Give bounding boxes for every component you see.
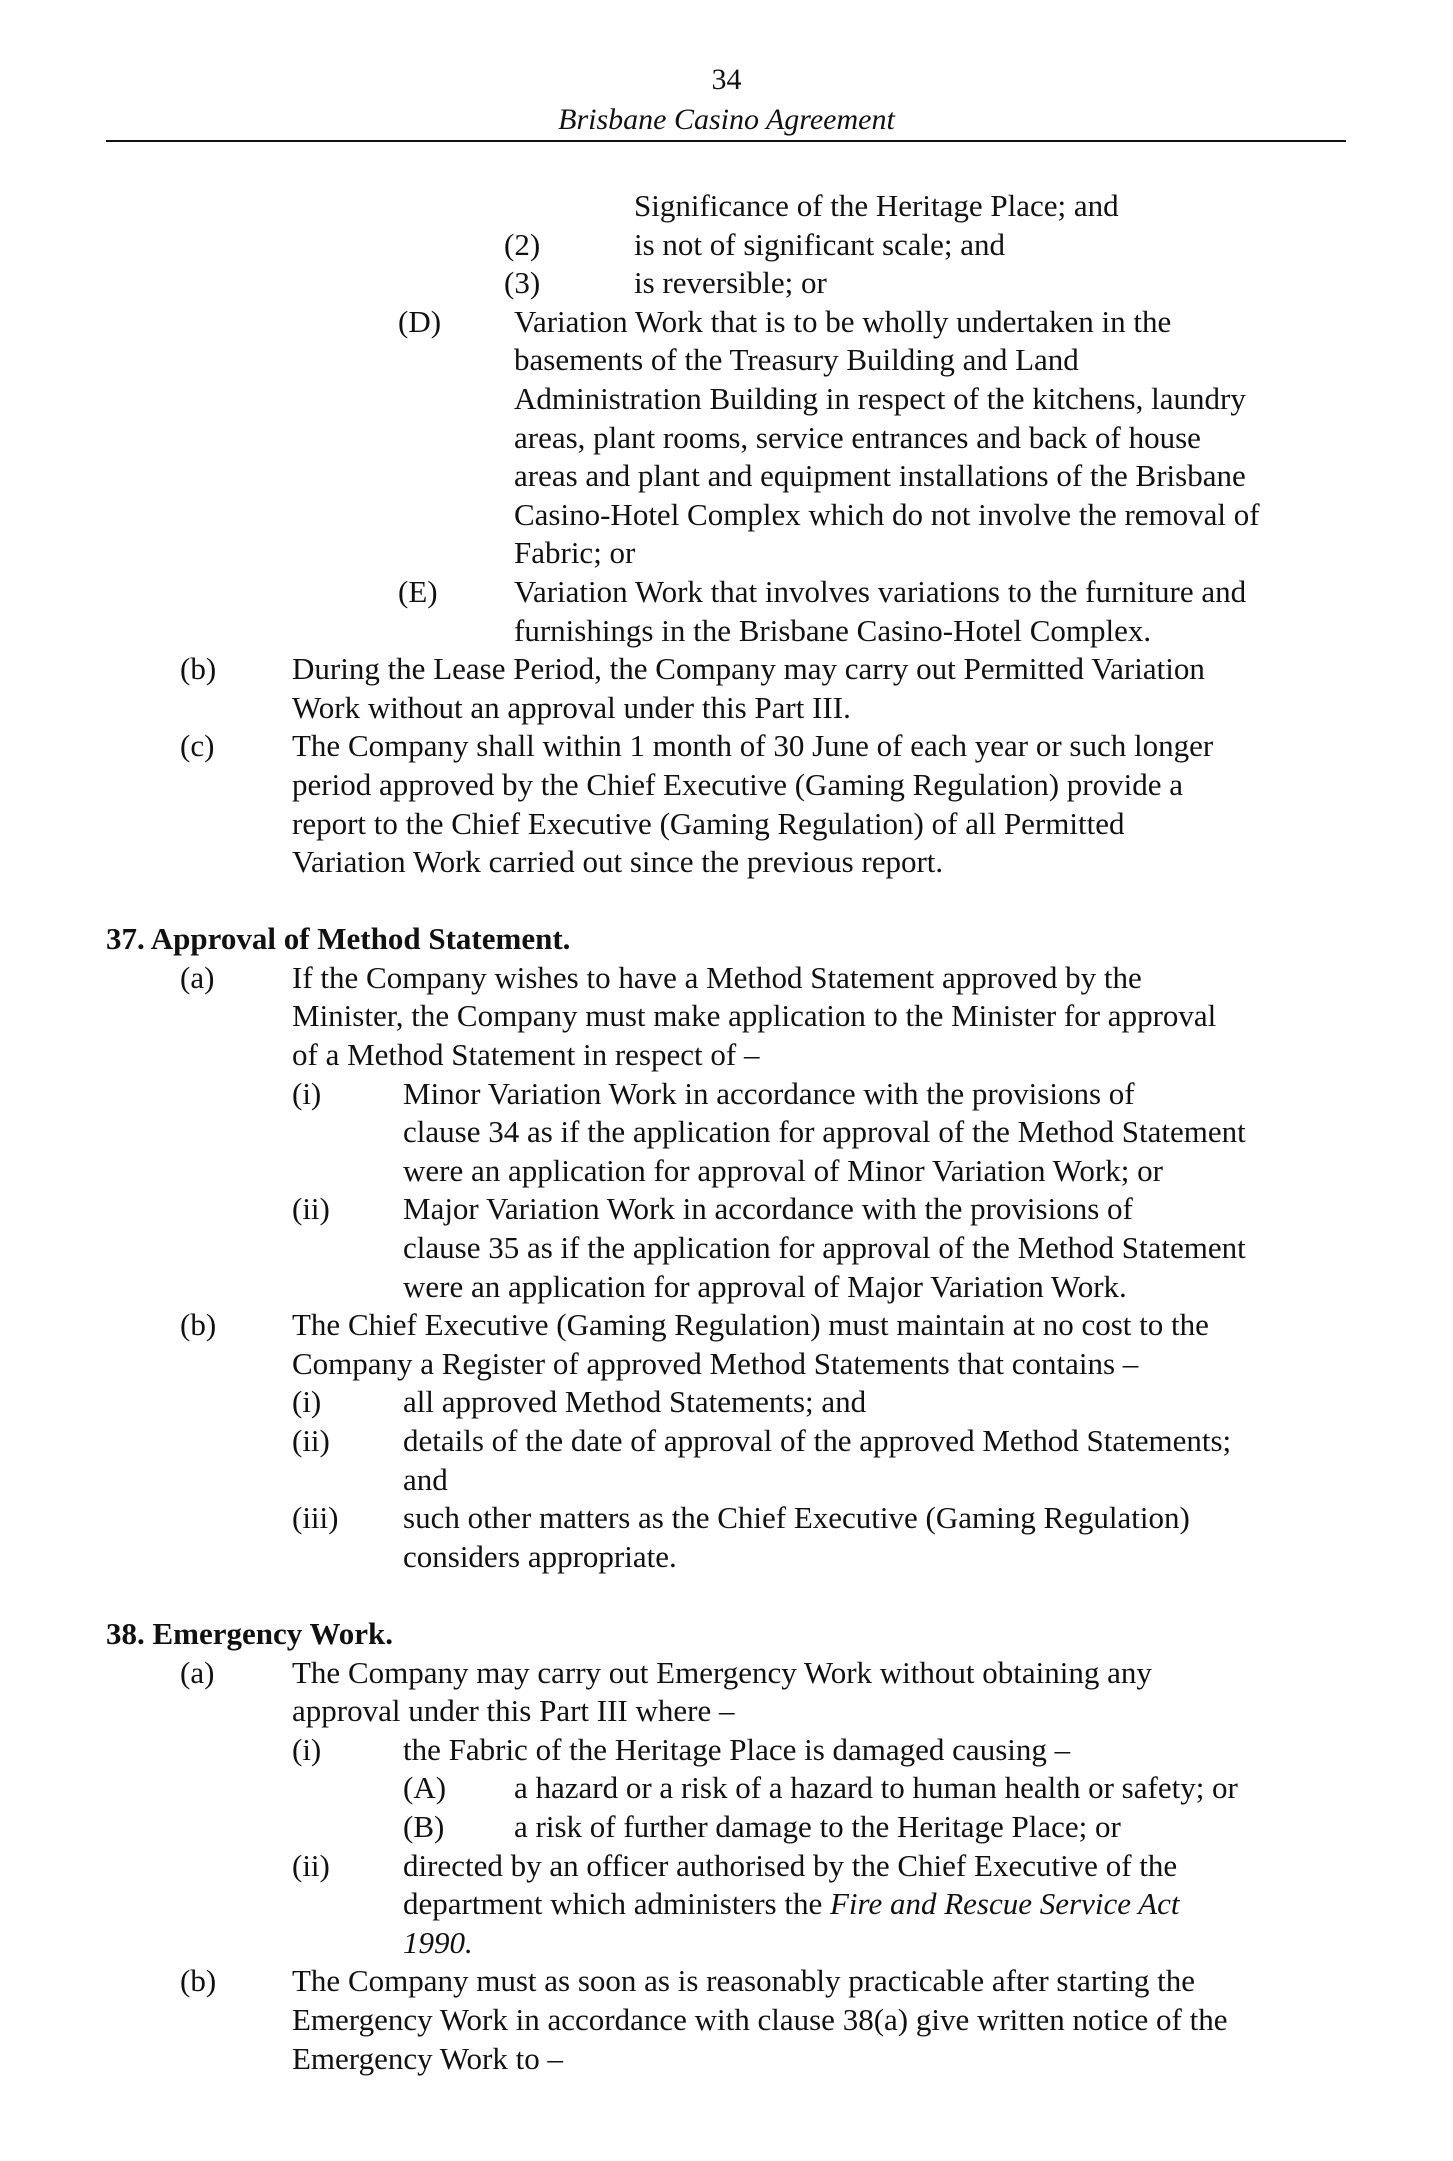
clause-37-b-i: (i) all approved Method Statements; and: [292, 1384, 867, 1420]
clause-37-a: (a) If the Company wishes to have a Method Statement approved by the: [180, 959, 1142, 995]
clause-38-a: (a) The Company may carry out Emergency Work without obtaining any: [180, 1654, 1152, 1690]
clause-36-c: (c) The Company shall within 1 month of 30 June of each year or such longer: [180, 728, 1214, 764]
subclause-3: (3) is reversible; or: [504, 265, 827, 301]
page-number: 34: [711, 63, 742, 96]
clause-38-a-i-A: (A) a hazard or a risk of a hazard to human health or safety; or: [403, 1770, 1238, 1806]
clause-37-b: (b) The Chief Executive (Gaming Regulation) must maintain at no cost to the: [180, 1307, 1209, 1343]
clause-37-a-i: (i) Minor Variation Work in accordance with the provisions of: [292, 1075, 1135, 1111]
clause-38-b: (b) The Company must as soon as is reasonably practicable after starting the: [180, 1963, 1196, 1999]
clause-37-b-ii: (ii) details of the date of approval of the approved Method Statements;: [292, 1423, 1232, 1458]
clause-38-a-ii: (ii) directed by an officer authorised by the Chief Executive of the: [292, 1847, 1178, 1883]
clause-37-b-iii: (iii) such other matters as the Chief Executive (Gaming Regulation): [292, 1500, 1190, 1536]
clause-36-b: (b) During the Lease Period, the Company may carry out Permitted Variation: [180, 651, 1205, 687]
act-year-italic: 1990.: [403, 1924, 473, 1960]
act-name-italic: Fire and Rescue Service Act: [830, 1886, 1180, 1922]
document-body: Significance of the Heritage Place; and (2) is not of significant scale; and (3) is reversible; or (D) Variation Work that is to be wholly undertaken in the basements of the Treasury Building and Land Administration Building in respect of the kitchens, laundry areas, plant rooms, service entrances and back of house areas and plant and equipment installations of the Brisbane Casino-Hotel Complex which do not involve the removal of Fabric; or (E) Variation Work that involves variations to the furniture and furnishings in the Brisbane Casino-Hotel Complex. (b) During the Lease Period, the Company may carry out Permitted Variation Work without an approval under this Part III. (c) The Company shall within 1 month of 30 June of each year or such longer period approved by the Chief Executive (Gaming Regulation) provide a report to the Chief Executive (Gaming Regulation) of all Permitted Variation Work carried out since the previous report. 37. Approval of Method Statement. (a) If the Company wishes to have a Method Statement approved by the Minister, the Company must make application to the Minister for approval of a Method Statement in respect of – (i) Minor Variation Work in accordance with the provisions of clause 34 as if the application for approval of the Method Statement were an application for approval of Minor Variation Work; or (ii) Major Variation Work in accordance with the provisions of clause 35 as if the application for approval of the Method Statement were an application for approval of Major Variation Work. (b) The Chief Executive (Gaming Regulation) must maintain at no cost to the Company a Register of approved Method Statements that contains – (i) all approved Method Statements; and (ii) details of the date of approval of the approved Method Statements; and (iii) such other matters as the Chief Executive (Gaming Regulation) considers appropriate. 38. Emergency Work. (a) The Company may carry out Emergency Work without obtaining any approval under this Part III where – (i) the Fabric of the Heritage Place is damaged causing – (A) a hazard or a risk of a hazard to human health or safety; or (B) a risk of further damage to the Heritage Place; or (ii) directed by an officer authorised by the Chief Executive of the department which administers the Fire and Rescue Service Act 1990. (b) The Company must as soon as is reasonably practicable after starting the Emergency Work in accordance with clause 38(a) give written notice of the Emergency Work to –: [0, 187, 1453, 2078]
heading-clause-38: 38. Emergency Work.: [106, 1615, 394, 1651]
subclause-E: (E) Variation Work that involves variations to the furniture and: [398, 573, 1247, 609]
document-title: Brisbane Casino Agreement: [558, 103, 895, 136]
subclause-2: (2) is not of significant scale; and: [504, 226, 1006, 262]
clause-38-a-i: (i) the Fabric of the Heritage Place is damaged causing –: [292, 1731, 1071, 1767]
continuation-line: Significance of the Heritage Place; and: [634, 188, 1119, 223]
clause-37-a-ii: (ii) Major Variation Work in accordance with the provisions of: [292, 1191, 1133, 1227]
clause-38-a-i-B: (B) a risk of further damage to the Heritage Place; or: [403, 1808, 1121, 1844]
heading-clause-37: 37. Approval of Method Statement.: [106, 921, 571, 957]
header-rule: [106, 140, 1346, 142]
subclause-D: (D) Variation Work that is to be wholly undertaken in the: [398, 303, 1172, 339]
